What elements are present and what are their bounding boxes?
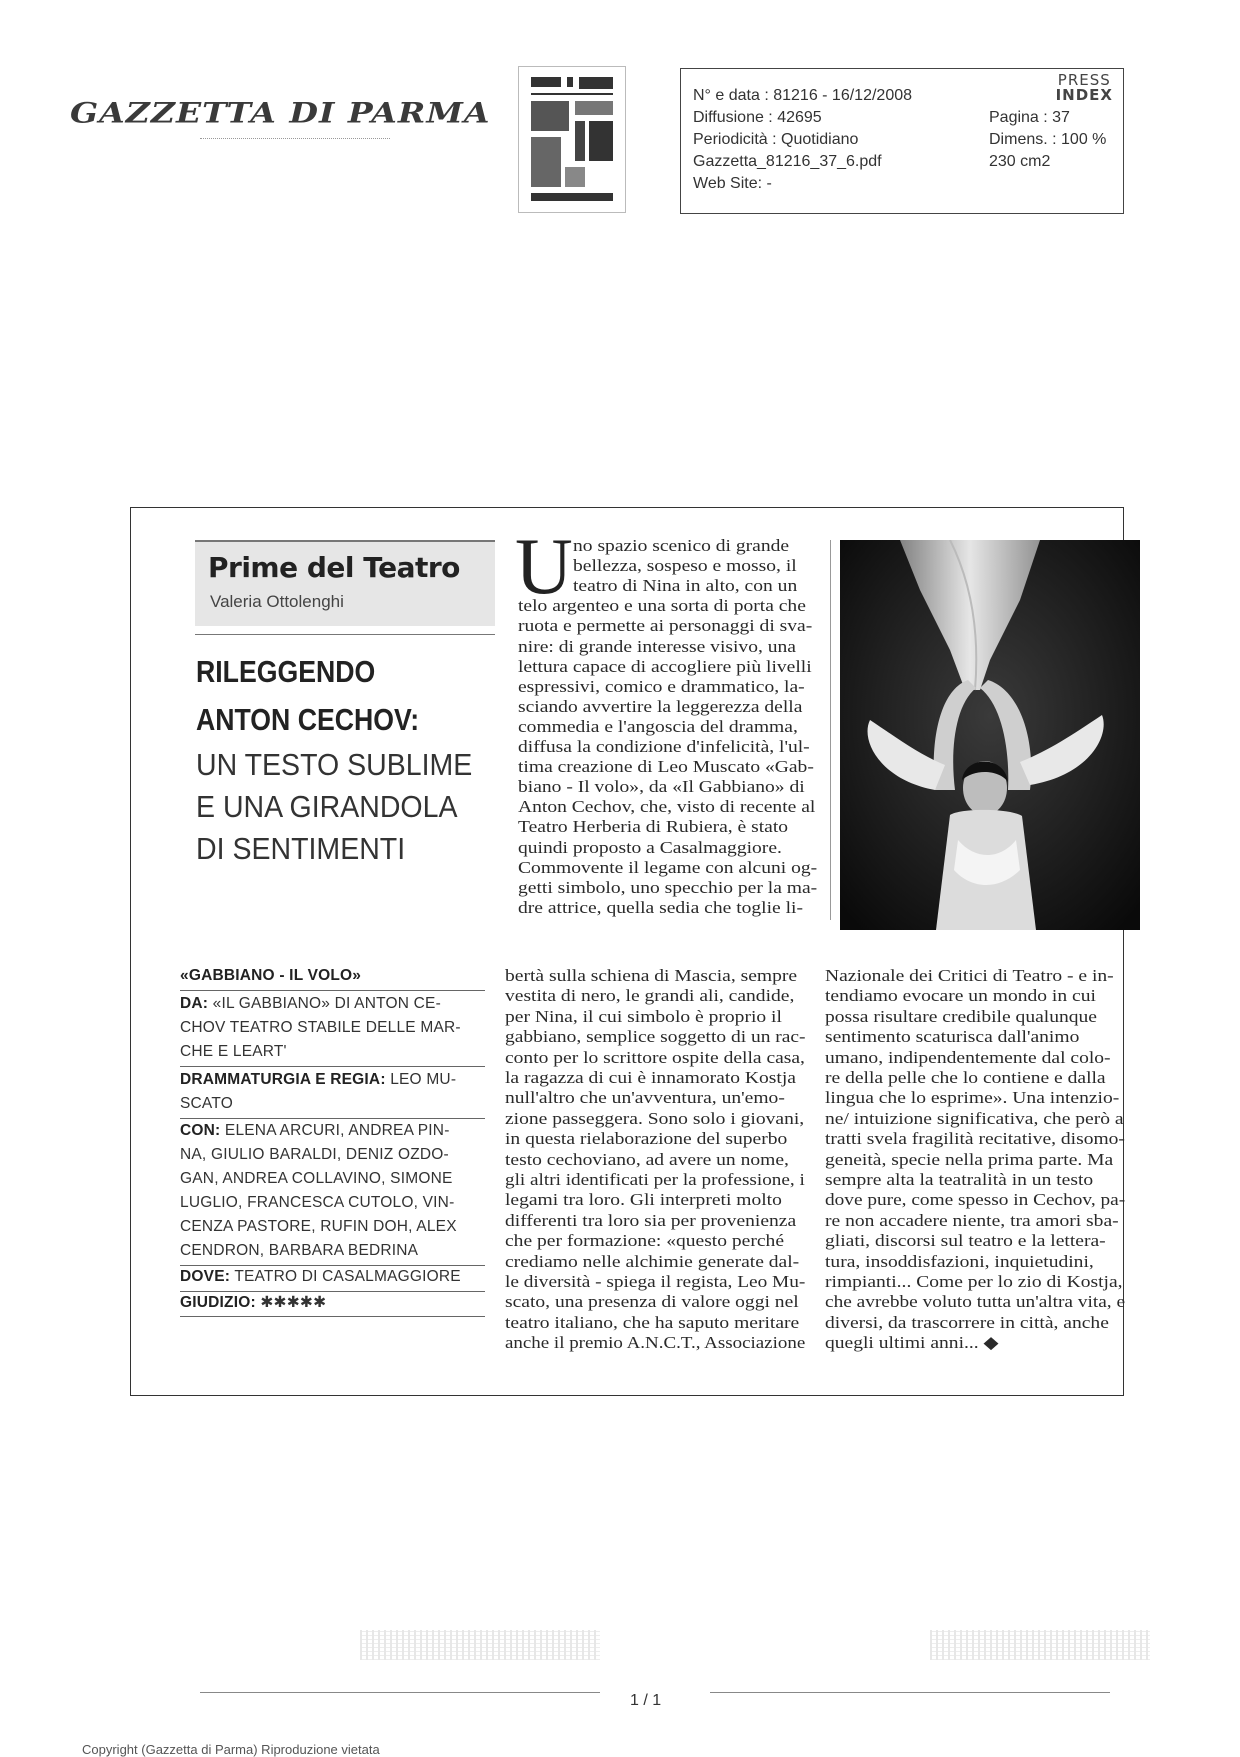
- body-line: Nazionale dei Critici di Teatro - e in-: [825, 966, 1114, 985]
- body-line: re non accadere niente, tra amori sba-: [825, 1210, 1119, 1230]
- body-line: bertà sulla schiena di Mascia, sempre: [505, 966, 798, 985]
- body-line: conto per lo scrittore ospite della casa,: [505, 1047, 805, 1067]
- column-separator: [830, 540, 831, 920]
- body-line: che avrebbe voluto tutta un'altra vita, e: [825, 1292, 1126, 1312]
- body-line: la ragazza di cui è innamorato Kostja: [505, 1068, 796, 1087]
- body-line: sempre alta la teatralità in un testo: [825, 1170, 1094, 1189]
- headline-line: UN TESTO SUBLIME: [196, 747, 473, 782]
- body-line: bellezza, sospeso e mosso, il: [573, 556, 797, 576]
- body-line: re della pelle che lo contiene e dalla: [825, 1068, 1106, 1087]
- body-line: tima creazione di Leo Muscato «Gab-: [518, 757, 814, 777]
- info-con-cont: CENDRON, BARBARA BEDRINA: [180, 1242, 419, 1259]
- body-line: diffusa la condizione d'infelicità, l'ul-: [518, 737, 810, 756]
- body-line: che per formazione: «questo perché: [505, 1231, 785, 1251]
- body-line: testo cechoviano, ad avere un nome,: [505, 1149, 789, 1169]
- body-line: per Nina, il cui simbolo è proprio il: [505, 1006, 782, 1026]
- headline-line: DI SENTIMENTI: [196, 831, 406, 866]
- body-line: tura, insoddisfazioni, inquietudini,: [825, 1251, 1094, 1271]
- info-regia: DRAMMATURGIA E REGIA: LEO MU-: [180, 1071, 457, 1088]
- body-line: rimpianti... Come per lo zio di Kostja,: [825, 1272, 1123, 1291]
- press-index-logo: PRESS INDEX: [1055, 71, 1113, 104]
- info-dove: DOVE: TEATRO DI CASALMAGGIORE: [180, 1268, 461, 1285]
- info-divider: [180, 1291, 485, 1292]
- info-divider: [180, 990, 485, 991]
- masthead: GAZZETTA DI PARMA: [70, 96, 491, 130]
- info-page: Pagina : 37: [989, 109, 1070, 126]
- body-line: ne/ intuizione significativa, che però a: [825, 1108, 1124, 1128]
- body-line: diversi, da trascorrere in città, anche: [825, 1312, 1109, 1332]
- body-line: dre attrice, quella sedia che toglie li-: [518, 897, 803, 917]
- headline-light: [196, 744, 500, 870]
- info-number-date: N° e data : 81216 - 16/12/2008: [693, 87, 913, 104]
- info-con-cont: CENZA PASTORE, RUFIN DOH, ALEX: [180, 1218, 457, 1235]
- body-line: biano - Il volo», da «Il Gabbiano» di: [518, 777, 805, 797]
- body-line: nire: di grande interesse visivo, una: [518, 636, 796, 656]
- body-line: lettura capace di accogliere più livelli: [518, 656, 812, 676]
- info-con-cont: GAN, ANDREA COLLAVINO, SIMONE: [180, 1170, 453, 1187]
- copyright-note: Copyright (Gazzetta di Parma) Riproduzione vietata: [82, 1742, 380, 1757]
- body-line: geneità, specie nella prima parte. Ma: [825, 1149, 1114, 1169]
- page-number: 1 / 1: [630, 1692, 662, 1709]
- body-line: ruota e permette ai personaggi di sva-: [518, 616, 813, 636]
- article-author: Valeria Ottolenghi: [210, 592, 344, 611]
- headline-line: RILEGGENDO: [196, 654, 376, 689]
- body-line: in questa rielaborazione del superbo: [505, 1129, 788, 1149]
- scan-noise: [930, 1630, 1150, 1660]
- rubric-divider: [195, 634, 495, 635]
- body-line: dove pure, come spesso in Cechov, pa-: [825, 1190, 1126, 1210]
- info-da: DA: «IL GABBIANO» DI ANTON CE-: [180, 995, 441, 1012]
- info-con: CON: ELENA ARCURI, ANDREA PIN-: [180, 1122, 450, 1139]
- body-line: sciando avvertire la leggerezza della: [518, 696, 803, 716]
- body-line: teatro di Nina in alto, con un: [573, 576, 798, 596]
- scan-noise: [360, 1630, 600, 1660]
- body-line: scato, una presenza di valore oggi nel: [505, 1292, 799, 1312]
- info-da-cont: CHE E LEART': [180, 1043, 287, 1060]
- dropcap: U: [515, 523, 573, 611]
- body-line: crediamo nelle alchimie generate dal-: [505, 1251, 800, 1271]
- body-line: getti simbolo, uno specchio per la ma-: [518, 877, 818, 897]
- body-line: differenti tra loro sia per provenienza: [505, 1210, 797, 1230]
- info-divider: [180, 1118, 485, 1119]
- info-area: 230 cm2: [989, 153, 1051, 170]
- footer-rule-left: [200, 1692, 600, 1693]
- info-filename: Gazzetta_81216_37_6.pdf: [693, 153, 882, 170]
- info-left: [693, 85, 912, 195]
- info-con-cont: NA, GIULIO BARALDI, DENIZ OZDO-: [180, 1146, 449, 1163]
- body-line: Commovente il legame con alcuni og-: [518, 857, 818, 877]
- body-line: commedia e l'angoscia del dramma,: [518, 716, 798, 736]
- body-line: quindi proposto a Casalmaggiore.: [518, 837, 782, 857]
- body-line: gliati, discorsi sul teatro e la lettera-: [825, 1231, 1106, 1251]
- body-line: Teatro Herberia di Rubiera, è stato: [518, 817, 789, 837]
- show-title: «GABBIANO - IL VOLO»: [180, 967, 362, 984]
- body-line: lingua che lo esprime». Una intenzio-: [825, 1088, 1120, 1108]
- info-periodicity: Periodicità : Quotidiano: [693, 131, 859, 148]
- info-divider: [180, 1265, 485, 1266]
- body-line: le diversità - spiega il regista, Leo Mu-: [505, 1272, 806, 1291]
- info-regia-cont: SCATO: [180, 1095, 233, 1112]
- body-line: quegli ultimi anni... ◆: [825, 1333, 999, 1353]
- body-line: no spazio scenico di grande: [573, 536, 790, 555]
- body-line: espressivi, comico e drammatico, la-: [518, 676, 805, 696]
- body-line: legami tra loro. Gli interpreti molto: [505, 1190, 782, 1210]
- info-da-cont: CHOV TEATRO STABILE DELLE MAR-: [180, 1019, 461, 1036]
- article-photo: [840, 540, 1140, 930]
- info-dimens: Dimens. : 100 %: [989, 131, 1107, 148]
- footer-rule-right: [710, 1692, 1110, 1693]
- body-line: possa risultare credibile qualunque: [825, 1006, 1097, 1026]
- body-line: anche il premio A.N.C.T., Associazione: [505, 1333, 806, 1353]
- info-right: [989, 107, 1106, 173]
- headline-line: E UNA GIRANDOLA: [196, 789, 458, 824]
- body-line: null'altro che un'avventura, un'emo-: [505, 1088, 785, 1108]
- body-line: sentimento scaturisca dall'animo: [825, 1027, 1080, 1047]
- info-diffusion: Diffusione : 42695: [693, 109, 822, 126]
- photo-dancer-with-wings: [840, 540, 1140, 930]
- press-info-box: [680, 68, 1124, 214]
- info-website: Web Site: -: [693, 175, 772, 192]
- body-line: Anton Cechov, che, visto di recente al: [518, 797, 816, 817]
- headline-line: ANTON CECHOV:: [196, 702, 420, 737]
- body-line: teatro italiano, che ha saputo meritare: [505, 1312, 800, 1332]
- rubric-title: Prime del Teatro: [208, 551, 460, 584]
- masthead-subline: [200, 138, 390, 143]
- info-con-cont: LUGLIO, FRANCESCA CUTOLO, VIN-: [180, 1194, 455, 1211]
- body-line: umano, indipendentemente dal colo-: [825, 1047, 1111, 1067]
- info-divider: [180, 1316, 485, 1317]
- body-line: gabbiano, semplice soggetto di un rac-: [505, 1027, 806, 1047]
- body-line: gli altri identificati per la professione, i: [505, 1170, 805, 1189]
- page-thumbnail: [518, 66, 626, 213]
- body-line: telo argenteo e una sorta di porta che: [518, 596, 806, 616]
- body-line: zione passeggera. Sono solo i giovani,: [505, 1108, 805, 1128]
- body-line: vestita di nero, le grandi ali, candide,: [505, 986, 795, 1006]
- body-line: tratti svela fragilità recitative, disomo-: [825, 1129, 1125, 1149]
- info-giudizio: GIUDIZIO: ✱✱✱✱✱: [180, 1294, 327, 1311]
- body-line: tendiamo evocare un mondo in cui: [825, 986, 1096, 1006]
- info-divider: [180, 1066, 485, 1067]
- headline-bold: [196, 648, 463, 744]
